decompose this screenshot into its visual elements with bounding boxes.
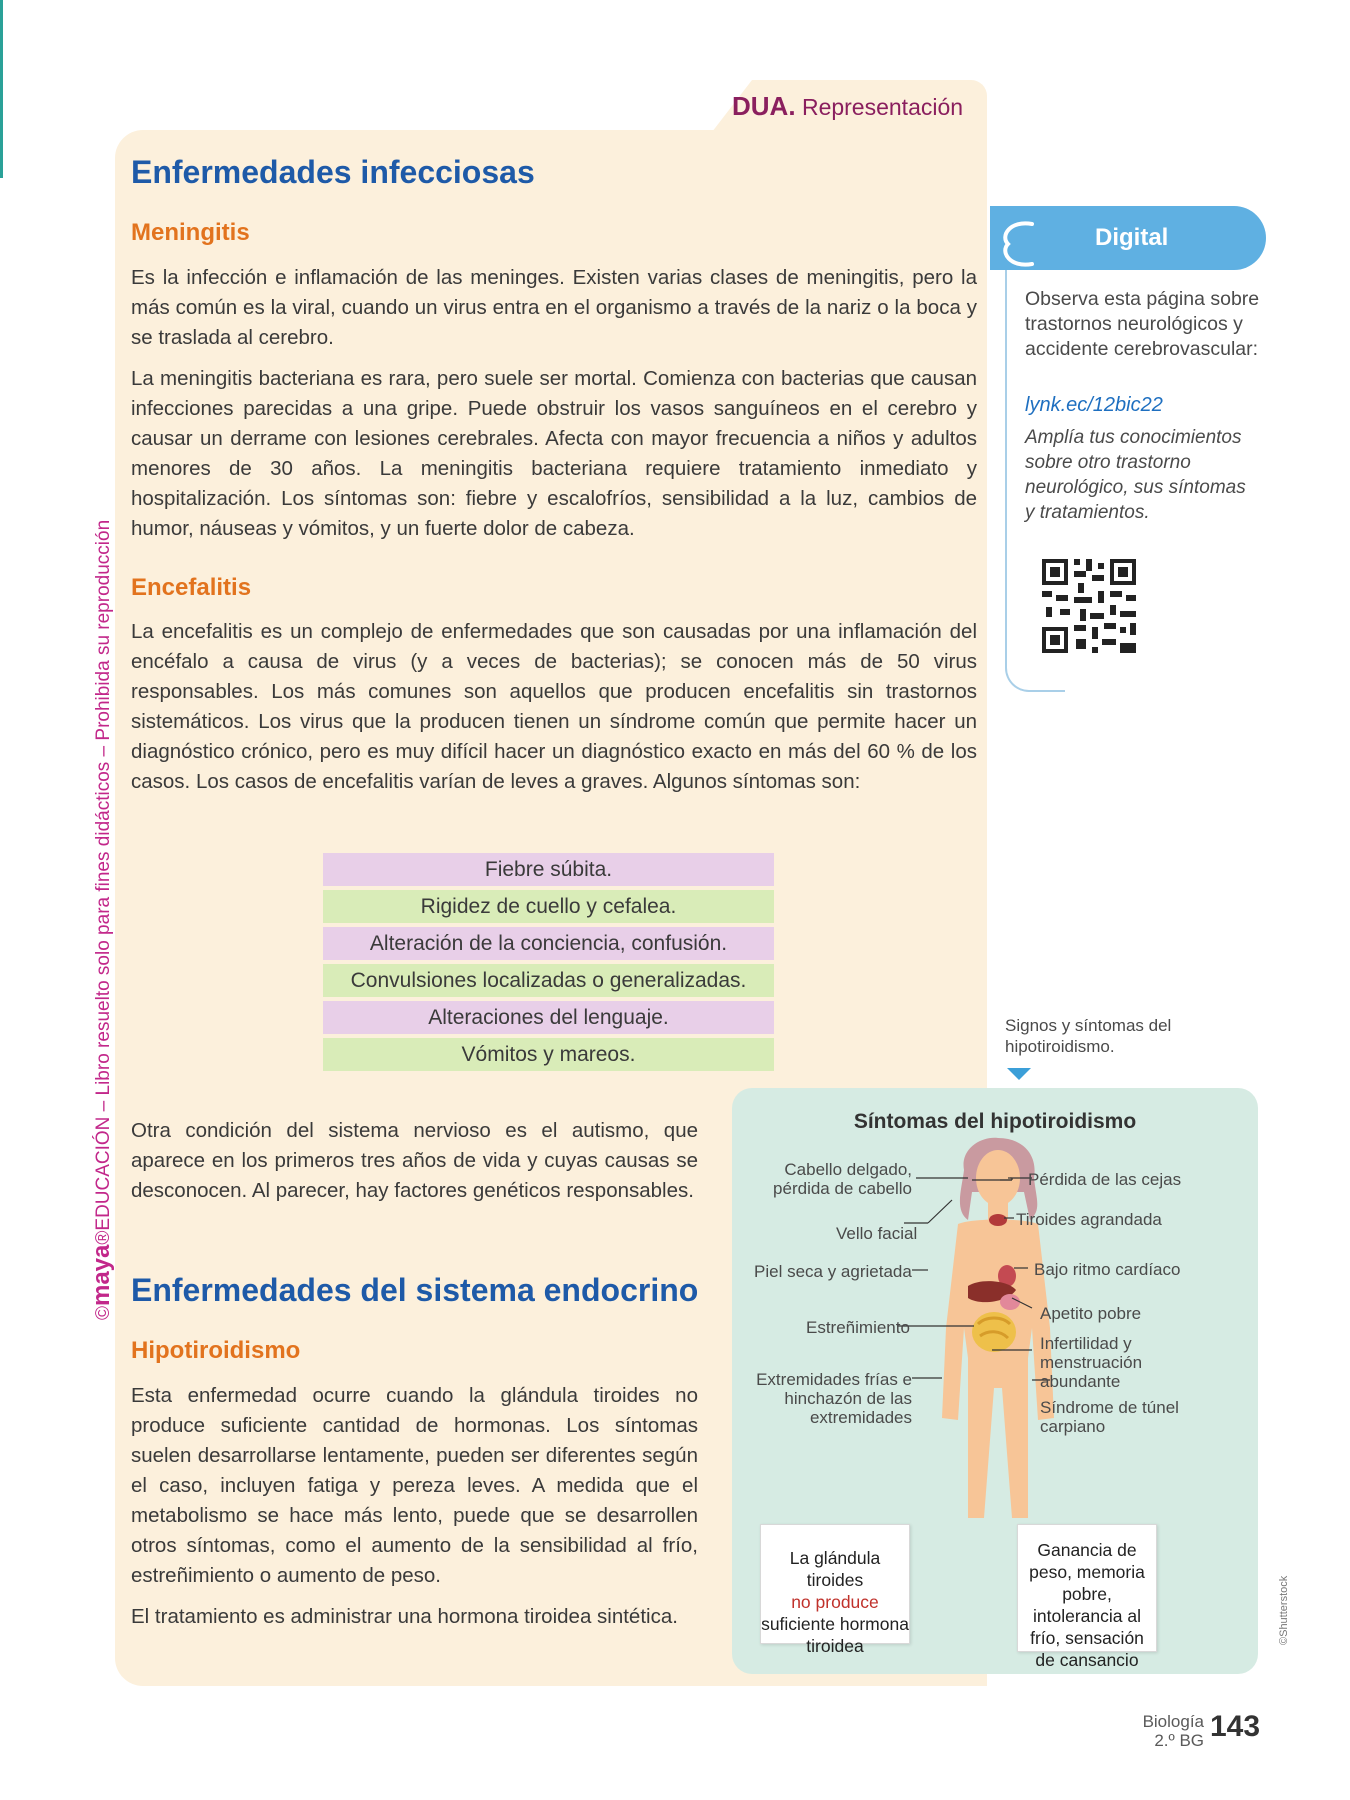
paragraph-autismo: Otra condición del sistema nervioso es el autismo, que aparece en los primeros tres años de vida y cuyas causas se desconocen. Al parecer, hay factores genéticos responsables.: [131, 1119, 698, 1202]
page-edge-bar: [0, 0, 3, 178]
label-ritmo: Bajo ritmo cardíaco: [1034, 1260, 1181, 1279]
symptom-row: Alteración de la conciencia, confusión.: [323, 927, 774, 960]
infographic-title: Síntomas del hipotiroidismo: [853, 1110, 1137, 1133]
stomach-shape: [1000, 1294, 1020, 1310]
label-apetito: Apetito pobre: [1040, 1304, 1142, 1323]
page-number: 143: [1210, 1710, 1261, 1743]
paragraph-meningitis-1: Es la infección e inflamación de las meninges. Existen varias clases de meningitis, pero la más común es la viral, cuando un virus entra en el organismo a través de la nariz o la boca y se traslada al cerebro.: [131, 266, 977, 349]
label-tunel: Síndrome de túnel carpiano: [1040, 1398, 1179, 1436]
copyright-text: EDUCACIÓN – Libro resuelto solo para fines didácticos – Prohibida su reproducción: [93, 519, 114, 1231]
copyright-symbol: ©: [93, 1306, 114, 1320]
info-box-thyroid: [760, 1524, 910, 1656]
info-box-symptoms: Ganancia de peso, memoria pobre, intolerancia al frío, sensación de cansancio: [1017, 1524, 1157, 1652]
footer-grade: 2.º BG: [1154, 1731, 1204, 1750]
figure-caption: Signos y síntomas del hipotiroidismo.: [1005, 1016, 1172, 1056]
registered-mark: ®: [93, 1230, 114, 1245]
heading-hipotiroidismo: Hipotiroidismo: [131, 1337, 301, 1364]
label-vello: Vello facial: [836, 1224, 918, 1243]
box-thyroid-line3: suficiente hormona tiroidea: [761, 1614, 909, 1656]
symptom-row: Vómitos y mareos.: [323, 1038, 774, 1071]
digital-text: Observa esta página sobre trastornos neurológicos y accidente cerebrovascular:: [1025, 288, 1260, 360]
digital-label: Digital: [1095, 224, 1169, 251]
box-thyroid-line2: no produce: [791, 1592, 879, 1612]
label-extremidades: Extremidades frías e hinchazón de las extremidades: [756, 1370, 912, 1427]
label-infertilidad: Infertilidad y menstruación abundante: [1040, 1334, 1143, 1391]
paragraph-meningitis-2: La meningitis bacteriana es rara, pero suele ser mortal. Comienza con bacterias que causan infecciones parecidas a una gripe. Puede obstruir los vasos sanguíneos en el cerebro y causar un derrame con lesiones cerebrales. Afecta con mayor frecuencia a niños y adultos menores de 30 años. La meningitis bacteriana requiere tratamiento inmediato y hospitalización. Los síntomas son: fiebre y escalofríos, sensibilidad a la luz, cambios de humor, náuseas y vómitos, y un fuerte dolor de cabeza.: [131, 367, 977, 540]
footer-subject: Biología: [1142, 1712, 1204, 1731]
thyroid-shape: [989, 1214, 1007, 1226]
digital-italic-text: Amplía tus conocimientos sobre otro trastorno neurológico, sus síntomas y tratamientos.: [1025, 427, 1246, 523]
paragraph-hipotiroidismo: Esta enfermedad ocurre cuando la glándula tiroides no produce suficiente cantidad de hormonas. Los síntomas suelen desarrollarse lentamente, pueden ser diferentes según el caso, incluyen fatiga y pereza leves. A medida que el metabolismo se hace más lento, puede que se desarrollen otros síntomas, como el aumento de la sensibilidad al frío, estreñimiento o aumento de peso.: [131, 1384, 698, 1587]
symptom-row: Fiebre súbita.: [323, 853, 774, 886]
symptoms-table: [323, 853, 774, 1075]
heading-meningitis: Meningitis: [131, 219, 250, 246]
dua-rest: Representación: [801, 94, 964, 120]
paragraph-tratamiento: El tratamiento es administrar una hormona tiroidea sintética.: [131, 1605, 678, 1628]
digital-link[interactable]: lynk.ec/12bic22: [1025, 394, 1163, 416]
label-estrenimiento: Estreñimiento: [806, 1318, 910, 1337]
image-credit: ©Shutterstock: [1278, 1575, 1290, 1645]
symptom-row: Convulsiones localizadas o generalizadas.: [323, 964, 774, 997]
symptom-row: Alteraciones del lenguaje.: [323, 1001, 774, 1034]
dua-label: [732, 91, 963, 122]
caption-arrow-icon: [1007, 1068, 1031, 1080]
section-title-infecciosas: Enfermedades infecciosas: [131, 154, 535, 190]
label-cabello: Cabello delgado, pérdida de cabello: [773, 1160, 912, 1198]
section-title-endocrino: Enfermedades del sistema endocrino: [131, 1272, 699, 1308]
heading-encefalitis: Encefalitis: [131, 574, 252, 601]
box-thyroid-line1: La glándula tiroides: [789, 1548, 881, 1590]
dua-strong: DUA.: [732, 91, 796, 121]
hypothyroidism-infographic: [732, 1088, 1258, 1674]
copyright-vertical: [88, 520, 116, 1320]
paragraph-encefalitis: La encefalitis es un complejo de enfermedades que son causadas por una inflamación del encéfalo a causa de virus (y a veces de bacterias); se conocen más de 50 virus responsables. Los más comunes son aquellos que producen encefalitis sin trastornos sistemáticos. Los virus que la producen tienen un síndrome común que permite hacer un diagnóstico crónico, pero es muy difícil hacer un diagnóstico exacto en más del 60 % de los casos. Los casos de encefalitis varían de leves a graves. Algunos síntomas son:: [131, 620, 977, 793]
digital-swirl-icon: [992, 214, 1044, 274]
qr-code-icon[interactable]: [1040, 557, 1138, 655]
label-tiroides: Tiroides agrandada: [1016, 1210, 1162, 1229]
label-piel: Piel seca y agrietada: [754, 1262, 912, 1281]
label-cejas: Pérdida de las cejas: [1028, 1170, 1182, 1189]
maya-logo: maya: [88, 1244, 115, 1306]
symptom-row: Rigidez de cuello y cefalea.: [323, 890, 774, 923]
